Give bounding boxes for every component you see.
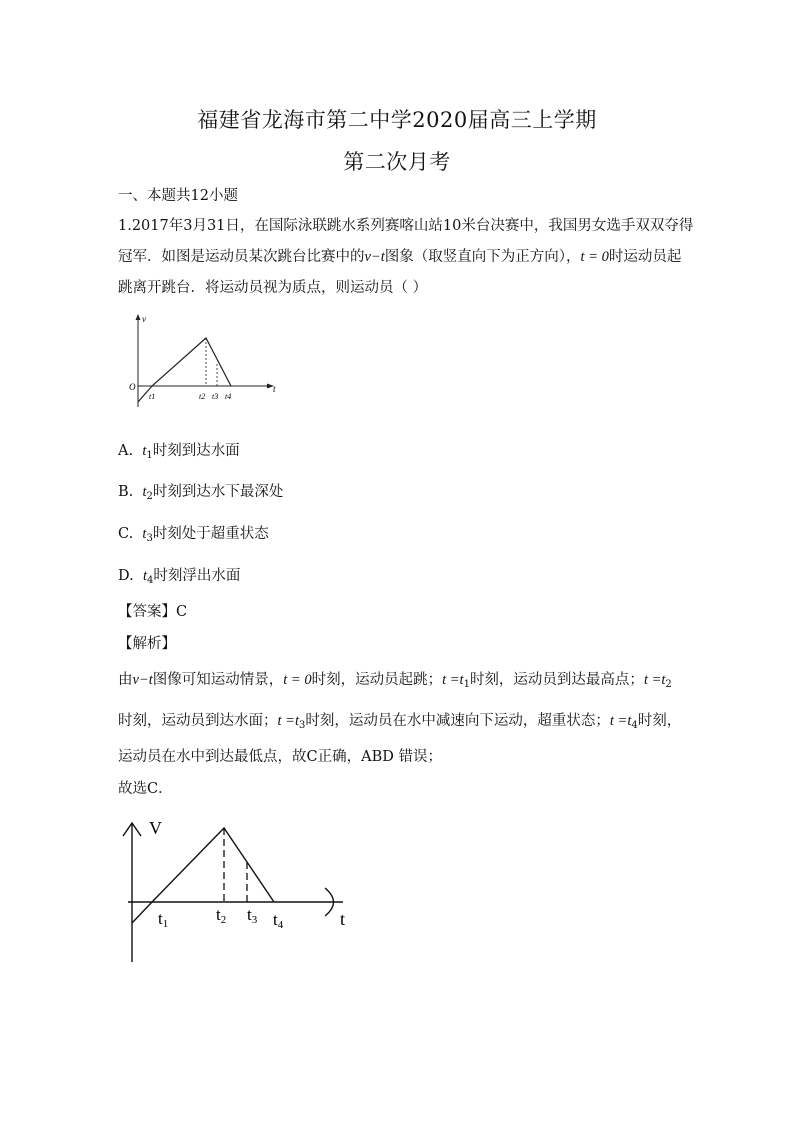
analysis-line-1: 由v−t图像可知运动情景，t = 0时刻，运动员起跳；$t =t_1$时刻，运动员到达最高点；$t =t_2$ <box>118 672 672 690</box>
t-axis-label: t <box>273 384 276 394</box>
vt-graph-large <box>118 812 368 968</box>
tick-t2: t2 <box>199 392 206 401</box>
analysis-line-4: 故选C． <box>118 781 173 797</box>
option-b[interactable]: B. $t_2$时刻到达水下最深处 <box>118 484 284 502</box>
t-zero-symbol: t = 0 <box>580 249 609 265</box>
question-stem-line-3: 跳离开跳台．将运动员视为质点，则运动员（ ） <box>118 280 428 296</box>
analysis-line-2: 时刻，运动员到达水面；$t =t_3$时刻，运动员在水中减速向下运动，超重状态；$t =t_4$时刻， <box>118 713 682 731</box>
option-d[interactable]: D. $t_4$时刻浮出水面 <box>118 568 241 586</box>
tick-t2-large: t2 <box>216 905 227 926</box>
answer <box>118 602 187 622</box>
tick-t4: t4 <box>225 392 232 401</box>
v-axis-label-large: V <box>149 818 162 838</box>
analysis-label: 【解析】 <box>118 636 176 652</box>
page-title: 福建省龙海市第二中学2020届高三上学期 <box>197 108 597 132</box>
section-heading: 一、本题共12小题 <box>118 188 238 204</box>
v-axis-label: v <box>142 314 146 324</box>
tick-t3: t3 <box>212 392 219 401</box>
page-subtitle: 第二次月考 <box>343 150 451 174</box>
tick-t3-large: t3 <box>247 905 258 926</box>
question-stem-line-1: 1.2017年3月31日，在国际泳联跳水系列赛喀山站10米台决赛中，我国男女选手双双夺得 <box>118 218 694 234</box>
answer-value: C <box>176 604 188 620</box>
tick-t1: t1 <box>149 392 156 401</box>
tick-t4-large: t4 <box>273 910 284 931</box>
answer-label: 【答案】 <box>118 604 176 620</box>
analysis-line-3: 运动员在水中到达最低点，故C正确，ABD 错误； <box>118 749 442 765</box>
origin-label: O <box>129 382 136 392</box>
vt-graph-small <box>130 312 280 408</box>
t-axis-label-large: t <box>340 909 346 929</box>
question-stem-line-2: 冠军．如图是运动员某次跳台比赛中的v−t图象（取竖直向下为正方向），t = 0时运动员起 <box>118 249 682 265</box>
option-c[interactable]: C. $t_3$时刻处于超重状态 <box>118 526 269 544</box>
vt-symbol: v−t <box>364 249 385 265</box>
tick-t1-large: t1 <box>158 909 169 930</box>
option-a[interactable]: A. $t_1$时刻到达水面 <box>118 443 240 461</box>
